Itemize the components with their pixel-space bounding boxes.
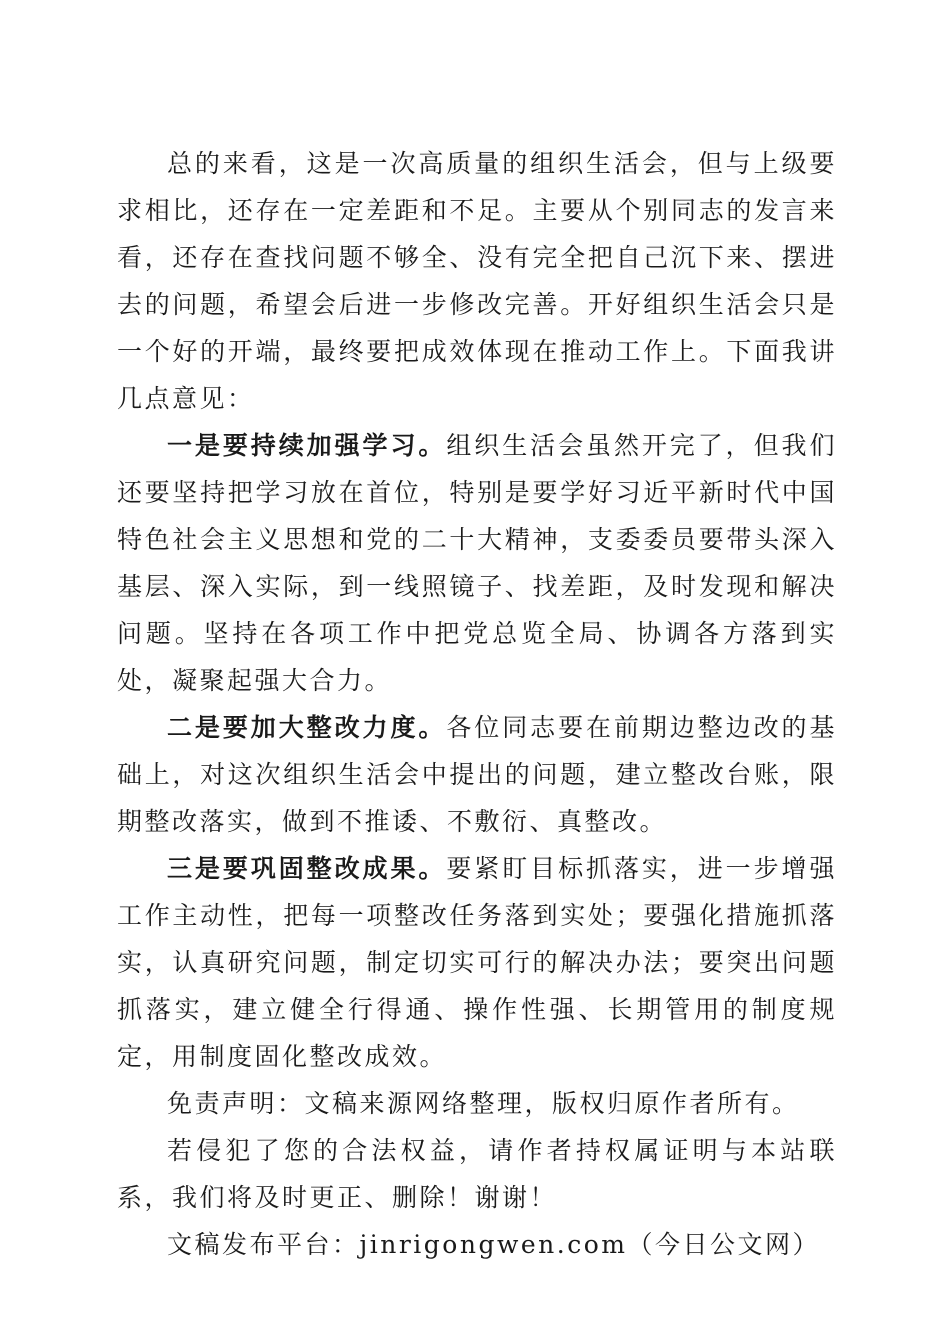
- platform-paragraph: 文稿发布平台：jinrigongwen.com（今日公文网）: [167, 1230, 820, 1259]
- disclaimer-paragraph: 免责声明：文稿来源网络整理，版权归原作者所有。: [167, 1089, 800, 1118]
- point-paragraph-3: [117, 845, 837, 1080]
- document-page: [117, 140, 837, 1268]
- point-lead-2: 二是要加大整改力度。: [167, 713, 447, 742]
- notice-paragraph: 若侵犯了您的合法权益，请作者持权属证明与本站联系，我们将及时更正、删除！谢谢！: [117, 1136, 837, 1212]
- point-body-2: 各位同志要在前期边整边改的基础上，对这次组织生活会中提出的问题，建立整改台账，限期整改落实，做到不推诿、不敷衍、真整改。: [117, 713, 837, 836]
- point-body-3: 要紧盯目标抓落实，进一步增强工作主动性，把每一项整改任务落到实处；要强化措施抓落实，认真研究问题，制定切实可行的解决办法；要突出问题抓落实，建立健全行得通、操作性强、长期管用的制度规定，用制度固化整改成效。: [117, 854, 837, 1071]
- point-body-1: 组织生活会虽然开完了，但我们还要坚持把学习放在首位，特别是要学好习近平新时代中国特色社会主义思想和党的二十大精神，支委委员要带头深入基层、深入实际，到一线照镜子、找差距，及时发现和解决问题。坚持在各项工作中把党总览全局、协调各方落到实处，凝聚起强大合力。: [117, 431, 837, 695]
- point-paragraph-2: [117, 704, 837, 845]
- intro-paragraph: 总的来看，这是一次高质量的组织生活会，但与上级要求相比，还存在一定差距和不足。主要从个别同志的发言来看，还存在查找问题不够全、没有完全把自己沉下来、摆进去的问题，希望会后进一步修改完善。开好组织生活会只是一个好的开端，最终要把成效体现在推动工作上。下面我讲几点意见：: [117, 149, 837, 413]
- point-lead-1: 一是要持续加强学习。: [167, 431, 447, 460]
- point-paragraph-1: [117, 422, 837, 704]
- point-lead-3: 三是要巩固整改成果。: [167, 854, 447, 883]
